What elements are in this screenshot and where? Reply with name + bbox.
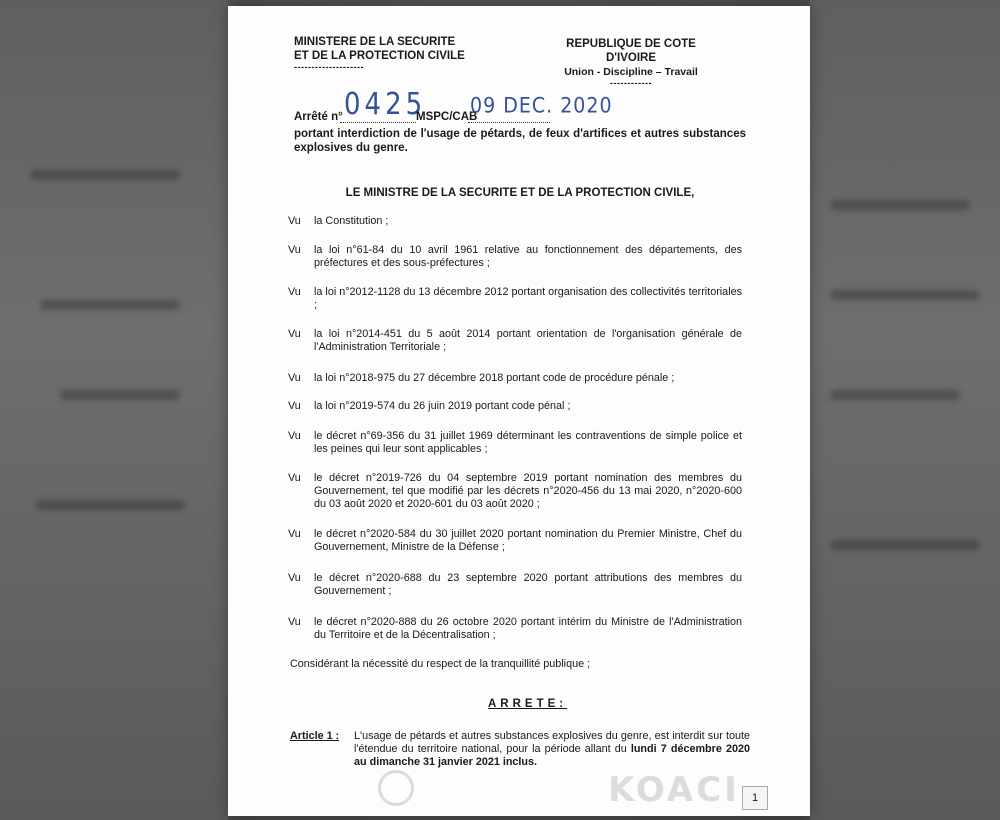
document-page bbox=[228, 6, 810, 816]
vu-label: Vu bbox=[288, 244, 301, 256]
blurred-background-right bbox=[810, 0, 1000, 820]
decree-date-stamp: 09 DEC. 2020 bbox=[470, 93, 613, 119]
vu-label: Vu bbox=[288, 328, 301, 340]
vu-text: la loi n°2019-574 du 26 juin 2019 portant code pénal ; bbox=[314, 400, 571, 412]
decree-reference: MSPC/CAB bbox=[416, 111, 478, 123]
vu-label: Vu bbox=[288, 400, 301, 412]
article-1-text: L'usage de pétards et autres substances explosives du genre, est interdit sur toute l'étendue du territoire national, pour la période allant du bbox=[354, 730, 750, 755]
blurred-text-line bbox=[35, 500, 185, 510]
decree-subject: portant interdiction de l'usage de pétards, de feux d'artifices et autres substances explosives du genre. bbox=[294, 128, 746, 154]
article-1-body bbox=[354, 730, 750, 769]
republic-motto: Union - Discipline – Travail bbox=[564, 66, 698, 78]
page-number-marker: 1 bbox=[742, 786, 768, 810]
blurred-text-line bbox=[60, 390, 180, 400]
dotted-underline bbox=[468, 122, 550, 123]
vu-label: Vu bbox=[288, 286, 301, 298]
vu-text: le décret n°2019-726 du 04 septembre 2019 portant nomination des membres du Gouvernement, tel que modifié par les décrets n°2020-456 du 13 mai 2020, n°2020-600 du 03 août 2020 et 2020-601 du 03 août 2020 ; bbox=[314, 472, 742, 510]
vu-text: le décret n°2020-888 du 26 octobre 2020 portant intérim du Ministre de l'Administration du Territoire et de la Décentralisation ; bbox=[314, 616, 742, 641]
decree-label: Arrêté n° bbox=[294, 111, 343, 123]
minister-heading: LE MINISTRE DE LA SECURITE ET DE LA PROTECTION CIVILE, bbox=[345, 187, 695, 199]
blurred-text-line bbox=[830, 540, 980, 550]
considerant-text: Considérant la nécessité du respect de la tranquillité publique ; bbox=[290, 658, 591, 670]
vu-text: la Constitution ; bbox=[314, 215, 389, 227]
article-1-label: Article 1 : bbox=[290, 730, 340, 742]
decree-number-line bbox=[294, 87, 794, 126]
vu-label: Vu bbox=[288, 430, 301, 442]
article-1-period: lundi 7 décembre 2020 au dimanche 31 janvier 2021 inclus. bbox=[354, 743, 750, 768]
vu-text: la loi n°61-84 du 10 avril 1961 relative au fonctionnement des départements, des préfectures et des sous-préfectures ; bbox=[314, 244, 742, 269]
republic-name: REPUBLIQUE DE COTE D'IVOIRE bbox=[566, 38, 696, 64]
ministry-separator: -------------------- bbox=[294, 62, 364, 72]
vu-label: Vu bbox=[288, 472, 301, 484]
vu-text: le décret n°2020-688 du 23 septembre 2020 portant attributions des membres du Gouvernement ; bbox=[314, 572, 742, 597]
blurred-text-line bbox=[30, 170, 180, 180]
blurred-text-line bbox=[830, 200, 970, 210]
vu-text: la loi n°2014-451 du 5 août 2014 portant orientation de l'organisation générale de l'Administration Territoriale ; bbox=[314, 328, 742, 353]
vu-label: Vu bbox=[288, 372, 301, 384]
blurred-text-line bbox=[830, 390, 960, 400]
ministry-header bbox=[294, 35, 465, 72]
blurred-text-line bbox=[830, 290, 980, 300]
blurred-text-line bbox=[40, 300, 180, 310]
decree-number-stamp: 0425 bbox=[344, 87, 427, 123]
vu-text: le décret n°2020-584 du 30 juillet 2020 portant nomination du Premier Ministre, Chef du Gouvernement, Ministre de la Défense ; bbox=[314, 528, 742, 553]
ministry-line-1: MINISTERE DE LA SECURITE bbox=[294, 36, 456, 48]
vu-text: le décret n°69-356 du 31 juillet 1969 déterminant les contraventions de simple police et les peines qui leur sont applicables ; bbox=[314, 430, 742, 455]
vu-text: la loi n°2018-975 du 27 décembre 2018 portant code de procédure pénale ; bbox=[314, 372, 675, 384]
arrete-heading: ARRETE: bbox=[488, 698, 568, 710]
vu-label: Vu bbox=[288, 616, 301, 628]
republic-separator: ------------ bbox=[610, 78, 652, 88]
republic-header bbox=[546, 37, 716, 88]
watermark-text: KOACI bbox=[608, 770, 740, 810]
vu-label: Vu bbox=[288, 215, 301, 227]
watermark-logo-icon bbox=[378, 770, 414, 806]
ministry-line-2: ET DE LA PROTECTION CIVILE bbox=[294, 50, 465, 62]
blurred-background-left bbox=[0, 0, 228, 820]
vu-label: Vu bbox=[288, 572, 301, 584]
vu-text: la loi n°2012-1128 du 13 décembre 2012 portant organisation des collectivités territoriales ; bbox=[314, 286, 742, 311]
vu-label: Vu bbox=[288, 528, 301, 540]
